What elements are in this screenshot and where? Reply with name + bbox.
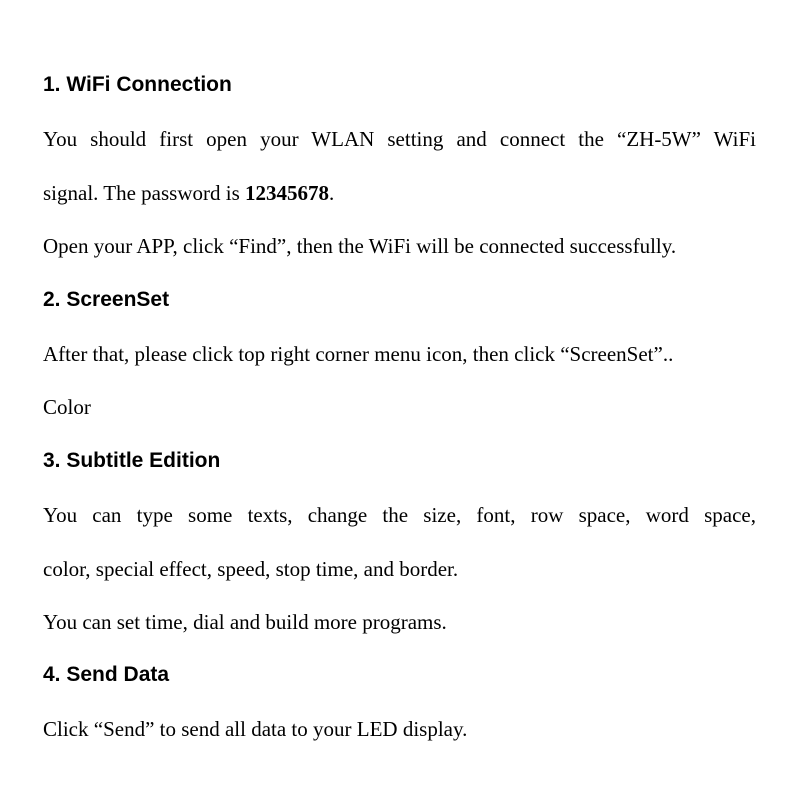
subtitle-instruction-line-2: color, special effect, speed, stop time, and border. xyxy=(43,557,459,581)
screenset-instruction-line-1: After that, please click top right corner menu icon, then click “ScreenSet”.. xyxy=(43,342,674,366)
subtitle-instruction-line-3: You can set time, dial and build more programs. xyxy=(43,610,447,634)
section-heading-wifi-connection: 1. WiFi Connection xyxy=(43,73,232,96)
subtitle-instruction-line-1: You can type some texts, change the size, font, row space, word space, xyxy=(43,503,756,527)
section-heading-screenset: 2. ScreenSet xyxy=(43,288,170,311)
section-heading-send-data: 4. Send Data xyxy=(43,663,170,686)
password-suffix: . xyxy=(329,181,335,205)
password-label-text: signal. The password is xyxy=(43,181,246,205)
section-heading-subtitle-edition: 3. Subtitle Edition xyxy=(43,449,221,472)
wifi-instruction-line-1: You should first open your WLAN setting and connect the “ZH-5W” WiFi xyxy=(43,127,756,151)
wifi-password: 12345678 xyxy=(245,181,330,205)
wifi-instruction-line-3: Open your APP, click “Find”, then the WiFi will be connected successfully. xyxy=(43,234,677,258)
send-data-instruction-line-1: Click “Send” to send all data to your LED display. xyxy=(43,717,468,741)
wifi-instruction-line-2 xyxy=(43,180,334,206)
screenset-instruction-line-2: Color xyxy=(43,395,91,419)
